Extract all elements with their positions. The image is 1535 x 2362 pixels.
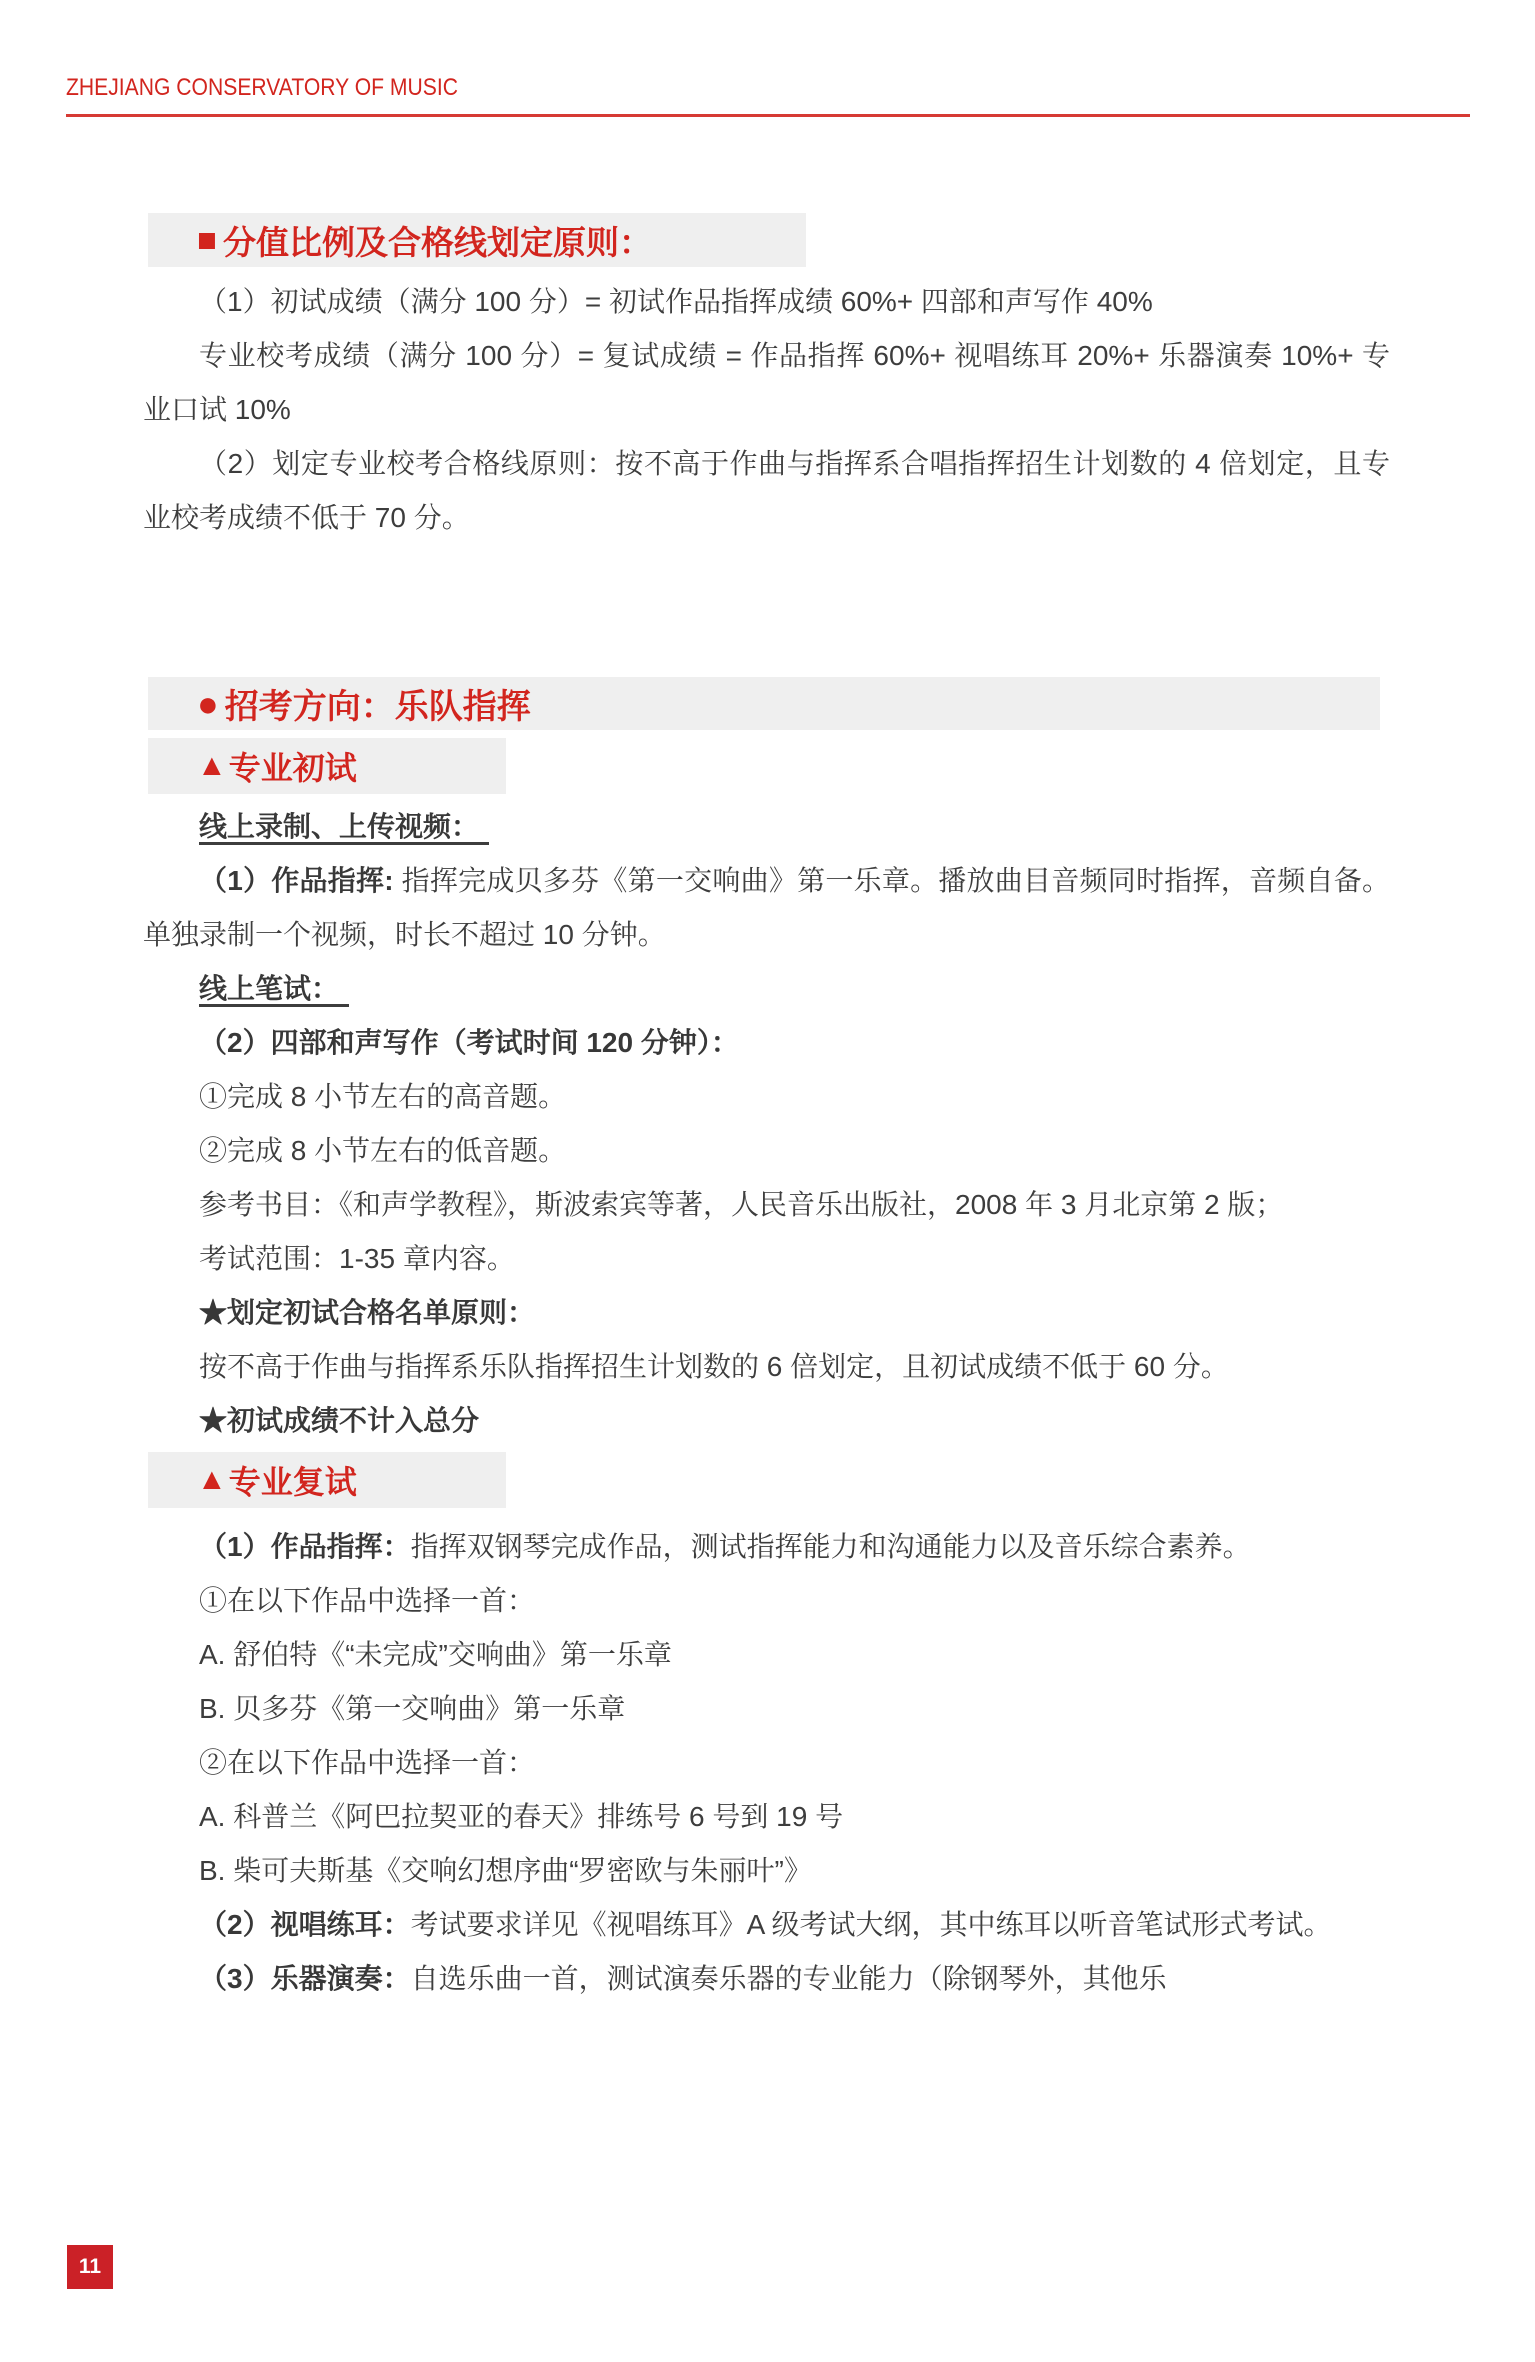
circle-bullet-icon: ●: [197, 682, 219, 724]
section-heading-text: 招考方向：乐队指挥: [224, 688, 531, 726]
section-heading-direction: [148, 677, 1380, 730]
page-number-badge: 11: [67, 2245, 113, 2289]
star-label: ★初试成绩不计入总分: [199, 1405, 480, 1436]
paragraph-harmony-writing: [143, 1016, 1390, 1070]
paragraph-instrument-performance: [143, 1952, 1390, 2006]
paragraph-passline-rule: （2）划定专业校考合格线原则：按不高于作曲与指挥系合唱指挥招生计划数的 4 倍划定，且专业校考成绩不低于 70 分。: [143, 448, 1390, 533]
section-heading-text: 分值比例及合格线划定原则：: [222, 223, 652, 261]
triangle-bullet-icon: ▲: [197, 1463, 227, 1496]
item-label: （1）作品指挥：: [199, 1531, 411, 1562]
list-item-treble: ①完成 8 小节左右的高音题。: [199, 1081, 567, 1112]
paragraph-work-conducting-prelim: [143, 854, 1390, 962]
list-item-bass: ②完成 8 小节左右的低音题。: [199, 1135, 567, 1166]
square-bullet-icon: ■: [197, 221, 217, 258]
subsection-heading-text: 专业复试: [228, 1464, 357, 1500]
paragraph-exam-scope: 考试范围：1-35 章内容。: [199, 1243, 515, 1274]
triangle-bullet-icon: ▲: [197, 749, 227, 782]
list-item-tchaikovsky: B. 柴可夫斯基《交响幻想序曲“罗密欧与朱丽叶”》: [199, 1855, 812, 1886]
label-prelim-score-not-counted: [143, 1394, 1390, 1448]
list-item-copland: A. 科普兰《阿巴拉契亚的春天》排练号 6 号到 19 号: [199, 1801, 844, 1832]
item-text: 指挥双钢琴完成作品，测试指挥能力和沟通能力以及音乐综合素养。: [410, 1531, 1251, 1562]
brand-text: ZHEJIANG CONSERVATORY OF MUSIC: [66, 74, 458, 101]
label-choice-group-1: ①在以下作品中选择一首：: [199, 1585, 536, 1616]
item-label: （3）乐器演奏：: [199, 1963, 411, 1994]
underlined-label: 线上笔试：: [199, 973, 349, 1007]
subsection-heading-retest: [148, 1452, 506, 1508]
label-online-video: [143, 800, 1390, 854]
item-text: 考试要求详见《视唱练耳》A 级考试大纲，其中练耳以听音笔试形式考试。: [410, 1909, 1332, 1940]
label-online-written: [143, 962, 1390, 1016]
item-label: （2）四部和声写作（考试时间 120 分钟）：: [199, 1027, 739, 1058]
list-item-schubert: A. 舒伯特《“未完成”交响曲》第一乐章: [199, 1639, 672, 1670]
paragraph-initial-score-formula: （1）初试成绩（满分 100 分）= 初试作品指挥成绩 60%+ 四部和声写作 40%: [199, 286, 1153, 317]
item-label: （2）视唱练耳：: [199, 1909, 411, 1940]
paragraph-final-score-formula: 专业校考成绩（满分 100 分）= 复试成绩 = 作品指挥 60%+ 视唱练耳 20%+ 乐器演奏 10%+ 专业口试 10%: [143, 340, 1390, 425]
paragraph-prelim-passlist-rule: 按不高于作曲与指挥系乐队指挥招生计划数的 6 倍划定，且初试成绩不低于 60 分。: [199, 1351, 1229, 1382]
content: [143, 118, 1390, 2006]
underlined-label: 线上录制、上传视频：: [199, 811, 489, 845]
subsection-heading-text: 专业初试: [228, 750, 357, 786]
subsection-heading-preliminary: [148, 738, 506, 794]
item-text: 自选乐曲一首，测试演奏乐器的专业能力（除钢琴外，其他乐: [410, 1963, 1167, 1994]
paragraph-sightsinging-eartraining: [143, 1898, 1390, 1952]
label-prelim-passlist-rule: [143, 1286, 1390, 1340]
item-text: 指挥完成贝多芬《第一交响曲》第一乐章。播放曲目音频同时指挥，音频自备。单独录制一个视频，时长不超过 10 分钟。: [143, 865, 1390, 950]
star-label: ★划定初试合格名单原则：: [199, 1297, 536, 1328]
header-rule: [66, 114, 1470, 117]
list-item-beethoven: B. 贝多芬《第一交响曲》第一乐章: [199, 1693, 626, 1724]
section-heading-score-rules: [148, 213, 806, 267]
label-choice-group-2: ②在以下作品中选择一首：: [199, 1747, 536, 1778]
paragraph-reference-book: 参考书目：《和声学教程》，斯波索宾等著，人民音乐出版社，2008 年 3 月北京第 2 版；: [199, 1189, 1284, 1220]
item-label: （1）作品指挥:: [199, 865, 394, 896]
paragraph-work-conducting-retest: [143, 1520, 1390, 1574]
